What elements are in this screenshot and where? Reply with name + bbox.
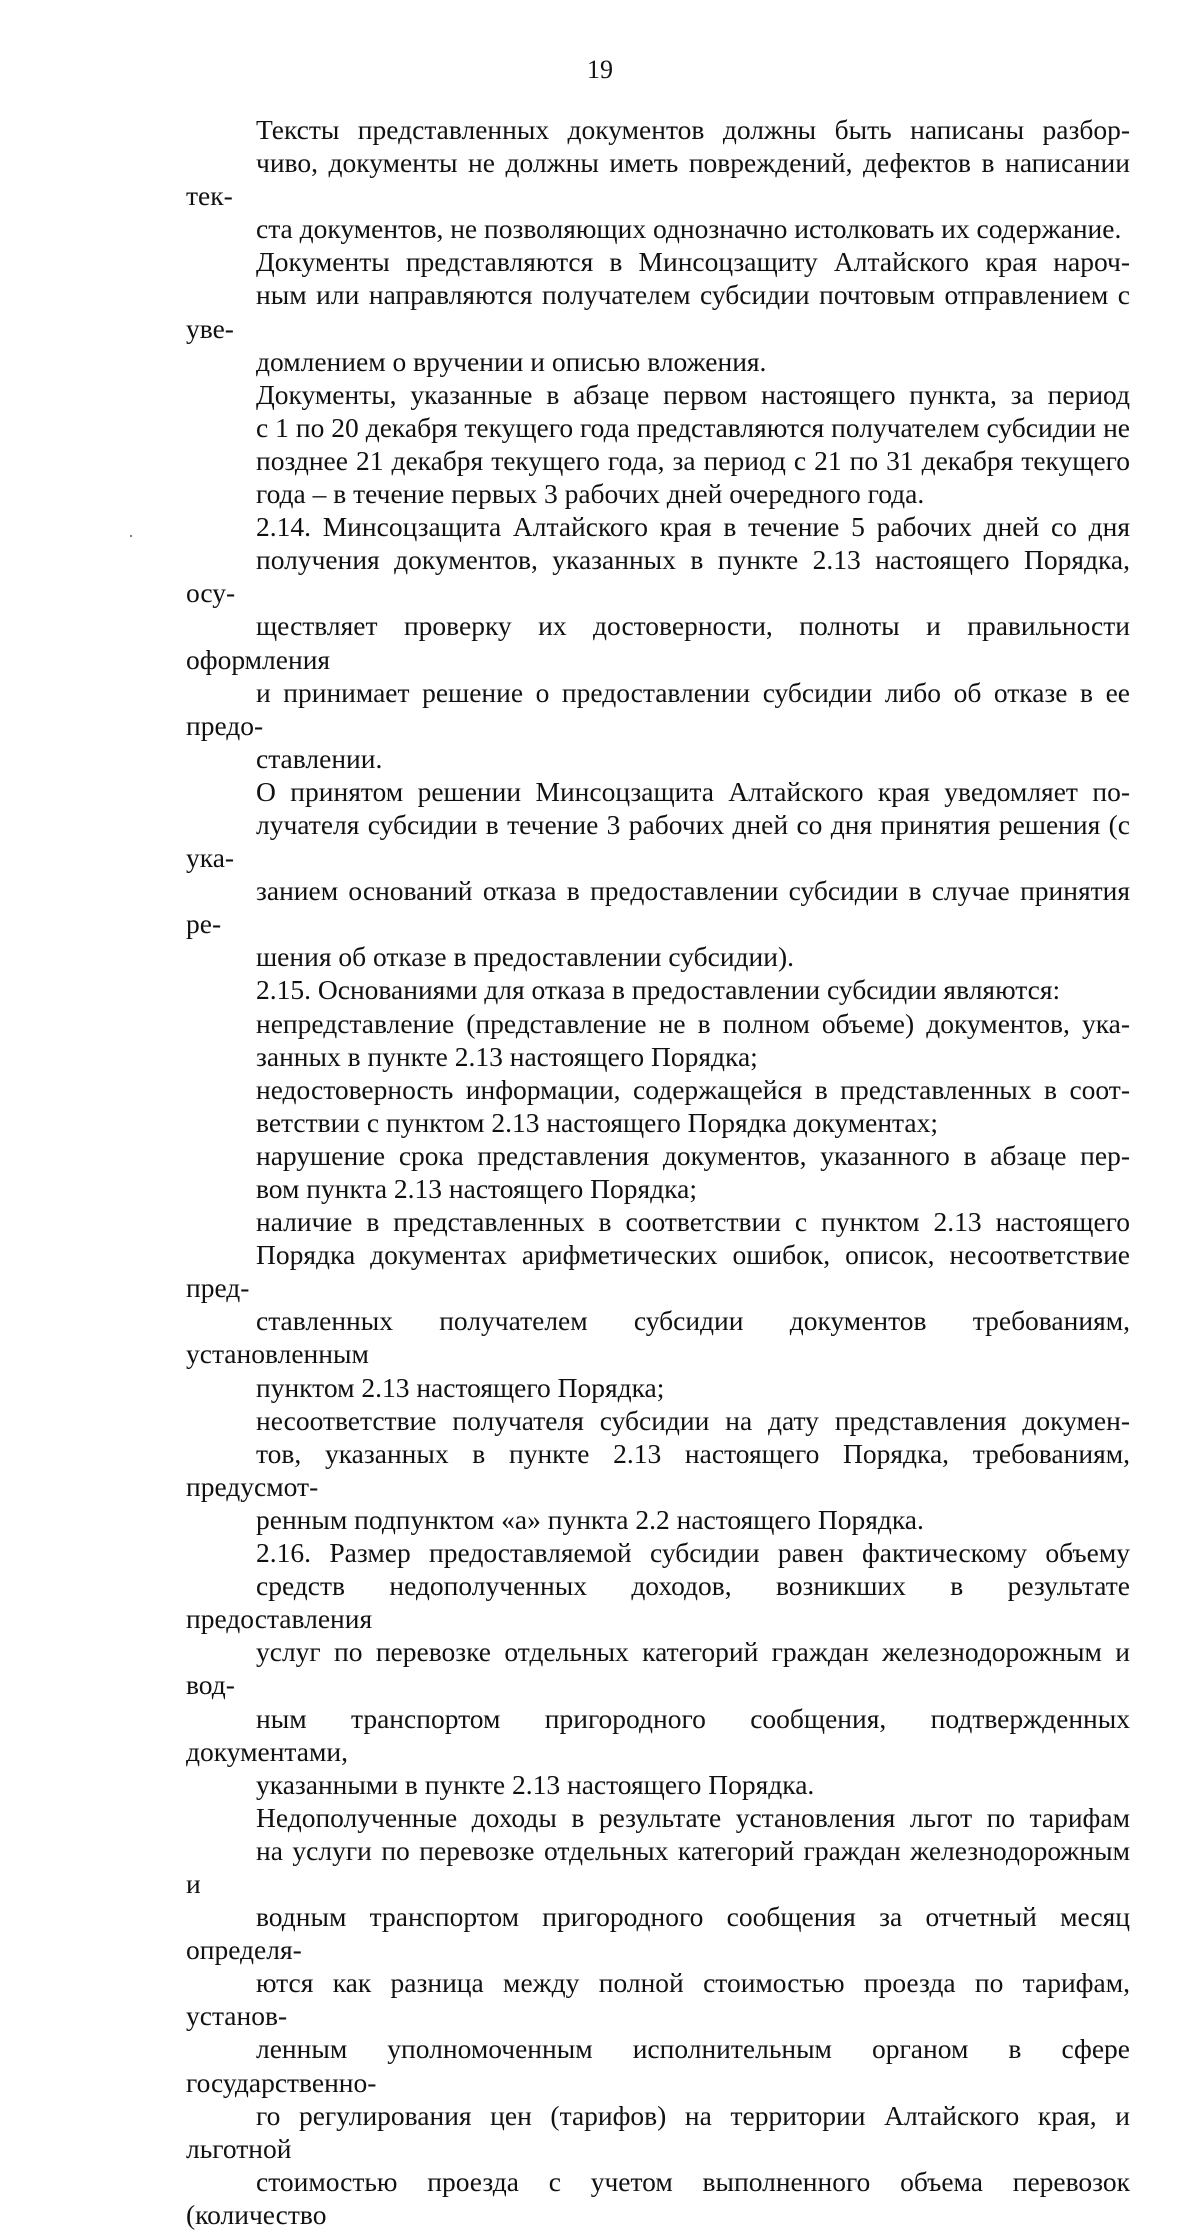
text-line: средств недополученных доходов, возникших в результате предоставления [186,1570,1130,1635]
text-line: года – в течение первых 3 рабочих дней очередного года. [256,478,925,510]
paragraph [186,113,1130,245]
text-line: позднее 21 декабря текущего года, за период с 21 по 31 декабря текущего [256,444,1130,476]
paragraph [186,973,1130,1006]
document-body [186,113,1130,2231]
text-line: недостоверность информации, содержащейся в представленных в соот- [256,1073,1130,1105]
text-line: водным транспортом пригородного сообщения за отчетный месяц определя- [186,1901,1130,1966]
paragraph [186,1801,1130,2231]
text-line: О принятом решении Минсоцзащита Алтайского края уведомляет по- [256,775,1130,807]
text-line: ветствии с пунктом 2.13 настоящего Порядка документах; [256,1106,938,1138]
text-line: наличие в представленных в соответствии с пунктом 2.13 настоящего [256,1206,1130,1238]
text-line: 2.15. Основаниями для отказа в предоставлении субсидии являются: [256,974,1061,1006]
page-number: 19 [587,55,613,84]
text-line: 2.14. Минсоцзащита Алтайского края в течение 5 рабочих дней со дня [256,511,1130,543]
text-line: ста документов, не позволяющих однозначно истолковать их содержание. [256,213,1122,245]
paragraph [186,1073,1130,1139]
paragraph [186,1007,1130,1073]
text-line: ным или направляются получателем субсидии почтовым отправлением с уве- [186,279,1130,344]
scan-speck [130,535,132,537]
text-line: Тексты представленных документов должны быть написаны разбор- [256,114,1130,145]
text-line: 2.16. Размер предоставляемой субсидии равен фактическому объему [256,1537,1130,1569]
paragraph [186,775,1130,974]
text-line: домлением о вручении и описью вложения. [256,345,767,377]
text-line: на услуги по перевозке отдельных категорий граждан железнодорожным и [186,1834,1130,1899]
text-line: Документы представляются в Минсоцзащиту Алтайского края нароч- [256,246,1130,278]
text-line: ставленных получателем субсидии документов требованиям, установленным [186,1305,1130,1370]
text-line: несоответствие получателя субсидии на дату представления докумен- [256,1404,1130,1436]
text-line: чиво, документы не должны иметь повреждений, дефектов в написании тек- [186,147,1130,212]
paragraph [186,1139,1130,1205]
text-line: указанными в пункте 2.13 настоящего Порядка. [256,1768,815,1800]
text-line: занием оснований отказа в предоставлении субсидии в случае принятия ре- [186,875,1130,940]
text-line: ным транспортом пригородного сообщения, подтвержденных документами, [186,1702,1130,1767]
text-line: с 1 по 20 декабря текущего года представляются получателем субсидии не [256,411,1130,443]
paragraph [186,1536,1130,1801]
text-line: и принимает решение о предоставлении субсидии либо об отказе в ее предо- [186,676,1130,741]
text-line: услуг по перевозке отдельных категорий граждан железнодорожным и вод- [186,1636,1130,1701]
text-line: занных в пункте 2.13 настоящего Порядка; [256,1040,758,1072]
paragraph [186,1205,1130,1404]
text-line: стоимостью проезда с учетом выполненного объема перевозок (количество [186,2165,1130,2230]
text-line: пунктом 2.13 настоящего Порядка; [256,1371,665,1403]
paragraph [186,245,1130,377]
text-line: Порядка документах арифметических ошибок, описок, несоответствие пред- [186,1239,1130,1304]
paragraph [186,378,1130,510]
text-line: ются как разница между полной стоимостью проезда по тарифам, установ- [186,1967,1130,2032]
text-line: ленным уполномоченным исполнительным органом в сфере государственно- [186,2033,1130,2098]
text-line: вом пункта 2.13 настоящего Порядка; [256,1173,697,1204]
text-line: Недополученные доходы в результате установления льгот по тарифам [256,1801,1130,1833]
paragraph [186,510,1130,775]
text-line: нарушение срока представления документов, указанного в абзаце пер- [256,1139,1130,1171]
text-line: непредставление (представление не в полном объеме) документов, ука- [256,1007,1130,1039]
text-line: получения документов, указанных в пункте 2.13 настоящего Порядка, осу- [186,544,1130,609]
text-line: ставлении. [256,742,383,774]
text-line: го регулирования цен (тарифов) на территории Алтайского края, и льготной [186,2099,1130,2164]
text-line: тов, указанных в пункте 2.13 настоящего Порядка, требованиям, предусмот- [186,1437,1130,1502]
text-line: ществляет проверку их достоверности, полноты и правильности оформления [186,610,1130,675]
text-line: лучателя субсидии в течение 3 рабочих дней со дня принятия решения (с ука- [186,808,1130,874]
text-line: шения об отказе в предоставлении субсидии). [256,941,794,973]
text-line: ренным подпунктом «а» пункта 2.2 настоящего Порядка. [256,1503,924,1535]
text-line: Документы, указанные в абзаце первом настоящего пункта, за период [256,378,1130,410]
paragraph [186,1404,1130,1536]
